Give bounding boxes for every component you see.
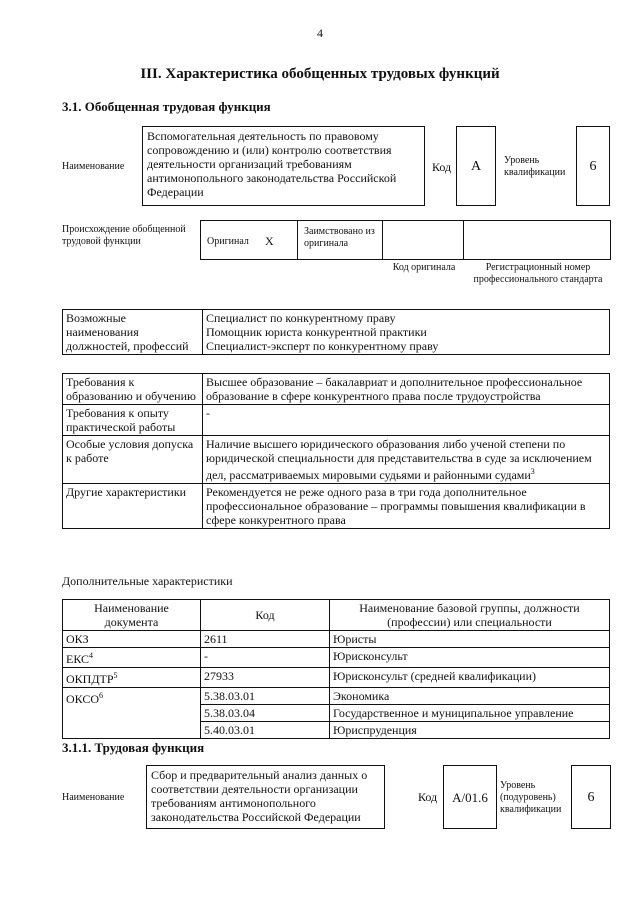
requirement-value: Наличие высшего юридического образования либо ученой степени по юридической специальности для представительства в суде за исключением дел, рассматриваемых мировыми судьями и районными судами — [206, 437, 592, 482]
positions-label: Возможные наименования должностей, профессий — [63, 310, 203, 355]
doc-cell — [63, 688, 201, 739]
requirement-value: Рекомендуется не реже одного раза в три года дополнительное профессиональное образование – программы повышения квалификации в сфере конкурентного права — [203, 484, 610, 529]
additional-title: Дополнительные характеристики — [62, 574, 233, 588]
footnote-mark: 4 — [89, 651, 94, 660]
level-value-box — [571, 765, 611, 829]
function-name-box: Вспомогательная деятельность по правовому сопровождению и (или) контролю соответствия деятельности организаций требованиям антимонопольного законодательства Российской Федерации — [142, 126, 425, 206]
doc-cell — [63, 648, 201, 668]
doc-cell — [63, 668, 201, 688]
code-cell: 5.38.03.04 — [201, 705, 330, 722]
code-value: A/01.6 — [452, 790, 488, 805]
original-cell — [200, 220, 298, 260]
labor-function-name-box: Сбор и предварительный анализ данных о соответствии деятельности организации требованиям антимонопольного законодательства Российской Федерации — [146, 765, 385, 829]
requirement-label: Другие характеристики — [63, 484, 203, 529]
name-cell: Юрисконсульт — [330, 648, 610, 668]
code-cell: 5.38.03.01 — [201, 688, 330, 705]
name-label: Наименование — [62, 792, 125, 803]
code-label: Код — [418, 790, 438, 804]
requirement-value: - — [203, 405, 610, 436]
table-row — [63, 648, 610, 668]
page-number: 4 — [317, 26, 323, 40]
name-cell: Юристы — [330, 631, 610, 648]
reg-number-caption: Регистрационный номер профессионального стандарта — [473, 262, 603, 285]
position-item: Помощник юриста конкурентной практики — [206, 325, 427, 339]
position-item: Специалист по конкурентному праву — [206, 311, 396, 325]
code-original-cell — [382, 220, 464, 260]
name-label: Наименование — [62, 161, 125, 172]
doc-cell — [63, 631, 201, 648]
level-value: 6 — [589, 159, 597, 174]
footnote-mark: 3 — [530, 467, 535, 476]
footnote-mark: 6 — [99, 691, 104, 700]
code-value: A — [470, 159, 482, 174]
requirements-table — [62, 373, 610, 529]
requirement-value-cell — [203, 436, 610, 484]
level-label: Уровень квалификации — [504, 155, 566, 178]
additional-table — [62, 599, 610, 739]
table-row — [63, 688, 610, 705]
doc-name: ОКПДТР — [66, 672, 114, 686]
level-value-box — [576, 126, 610, 206]
requirement-label: Требования к образованию и обучению — [63, 374, 203, 405]
positions-list — [203, 310, 610, 355]
code-cell: - — [201, 648, 330, 668]
header-document: Наименование документа — [63, 600, 201, 631]
subsection-title: 3.1. Обобщенная трудовая функция — [62, 99, 271, 114]
positions-table — [62, 309, 610, 355]
name-cell: Юриспруденция — [330, 722, 610, 739]
requirement-value: Высшее образование – бакалавриат и дополнительное профессиональное образование в сфере конкурентного права после трудоустройства — [203, 374, 610, 405]
level-label: Уровень (подуровень) квалификации — [500, 780, 562, 815]
borrowed-cell: Заимствовано из оригинала — [297, 220, 383, 260]
doc-name: ОКСО — [66, 692, 100, 706]
code-value-box — [443, 765, 497, 829]
position-item: Специалист-эксперт по конкурентному праву — [206, 339, 439, 353]
requirement-label: Требования к опыту практической работы — [63, 405, 203, 436]
table-row — [63, 668, 610, 688]
doc-name: ЕКС — [66, 652, 90, 666]
requirement-label: Особые условия допуска к работе — [63, 436, 203, 484]
code-cell: 2611 — [201, 631, 330, 648]
name-cell: Юрисконсульт (средней квалификации) — [330, 668, 610, 688]
code-value-box — [456, 126, 496, 206]
original-mark: X — [265, 234, 274, 248]
code-cell: 27933 — [201, 668, 330, 688]
section-title: III. Характеристика обобщенных трудовых функций — [140, 66, 500, 82]
labor-function-title: 3.1.1. Трудовая функция — [62, 740, 205, 755]
header-name: Наименование базовой группы, должности (профессии) или специальности — [330, 600, 610, 631]
doc-name: ОКЗ — [66, 632, 89, 646]
level-value: 6 — [587, 790, 595, 805]
origin-label: Происхождение обобщенной трудовой функции — [62, 224, 186, 247]
footnote-mark: 5 — [113, 671, 118, 680]
code-original-caption: Код оригинала — [392, 262, 456, 273]
code-label: Код — [432, 160, 452, 174]
code-cell: 5.40.03.01 — [201, 722, 330, 739]
table-row — [63, 631, 610, 648]
reg-number-cell — [463, 220, 611, 260]
original-label: Оригинал — [207, 236, 249, 247]
name-cell: Экономика — [330, 688, 610, 705]
name-cell: Государственное и муниципальное управление — [330, 705, 610, 722]
header-code: Код — [201, 600, 330, 631]
